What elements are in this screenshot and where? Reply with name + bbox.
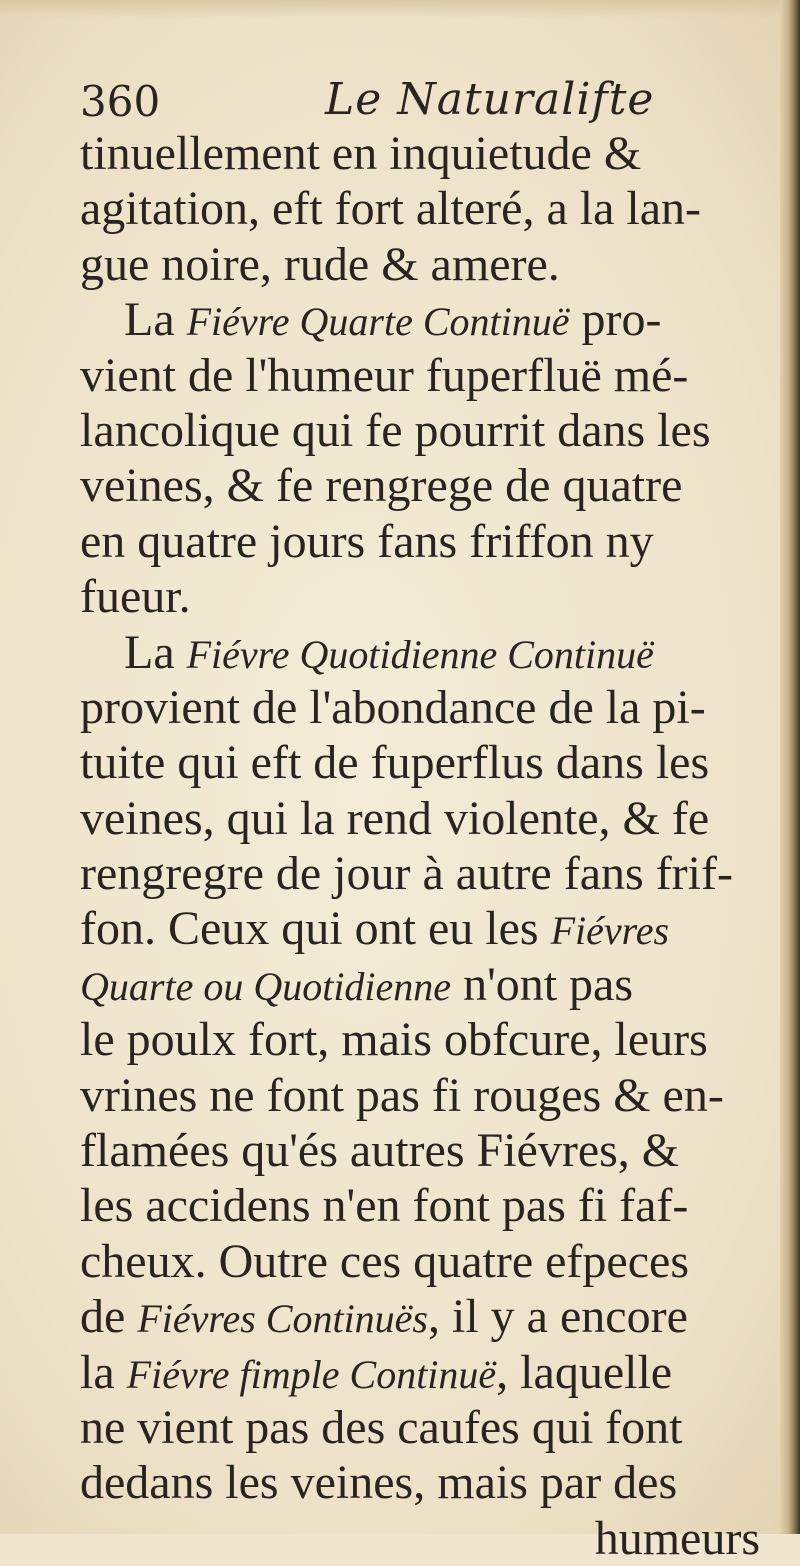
body-text	[80, 126, 760, 1566]
italic-term: Fiévre Quotidienne Continuë	[186, 631, 654, 677]
text-line: provient de l'abondance de la pi-	[80, 680, 706, 734]
paragraph-start-line	[80, 625, 760, 680]
text-span: La	[124, 625, 187, 679]
page-top-edge	[0, 0, 800, 18]
page-number: 360	[80, 77, 161, 126]
catchword: humeurs	[594, 1511, 760, 1565]
text-line	[80, 957, 760, 1012]
text-line: tinuellement en inquietude &	[80, 127, 642, 180]
text-line: cheux. Outre ces quatre efpeces	[80, 1234, 689, 1288]
text-span: La	[124, 293, 187, 347]
text-span: pro-	[569, 293, 662, 347]
text-span: la	[80, 1345, 127, 1399]
page-gutter-edge	[780, 0, 800, 1534]
paragraph-start-line	[80, 292, 760, 347]
italic-term: Fiévre Quarte Continuë	[186, 299, 570, 345]
text-span: , il y a encore	[428, 1290, 688, 1344]
text-line: vient de l'humeur fuperfluë mé-	[80, 348, 689, 402]
italic-term: Fiévres Continuës	[137, 1296, 428, 1342]
text-line: le poulx fort, mais obfcure, leurs	[80, 1013, 708, 1067]
text-line	[80, 901, 760, 956]
text-line	[80, 1345, 760, 1400]
italic-term: Quarte ou Quotidienne	[80, 963, 452, 1009]
text-line: vrines ne font pas fi rouges & en-	[80, 1068, 724, 1122]
text-line: agitation, eft fort alteré, a la lan-	[80, 182, 702, 236]
text-span: , laquelle	[496, 1345, 673, 1399]
page-header	[80, 68, 760, 132]
text-line: veines, & fe rengrege de quatre	[80, 459, 683, 513]
text-line: fueur.	[80, 570, 191, 624]
italic-term: Fiévres	[550, 908, 670, 954]
italic-term: Fiévre fimple Continuë	[126, 1351, 497, 1397]
text-line: tuite qui eft de fuperflus dans les	[80, 736, 710, 790]
text-line: en quatre jours fans friffon ny	[80, 514, 654, 568]
text-line: lancolique qui fe pourrit dans les	[80, 403, 711, 457]
text-line: flamées qu'és autres Fiévres, &	[80, 1124, 680, 1178]
text-line: dedans les veines, mais par des	[80, 1456, 678, 1510]
text-line	[80, 1289, 760, 1344]
text-span: fon. Ceux qui ont eu les	[80, 902, 551, 956]
text-line: ne vient pas des caufes qui font	[80, 1400, 683, 1454]
text-span: n'ont pas	[451, 957, 634, 1011]
text-span: de	[80, 1290, 138, 1344]
running-title: Le Naturalifte	[325, 74, 655, 125]
text-line: gue noire, rude & amere.	[80, 237, 560, 291]
text-line: les accidens n'en font pas fi faf-	[80, 1179, 689, 1233]
text-line: rengregre de jour à autre fans frif-	[80, 847, 733, 901]
text-line: veines, qui la rend violente, & fe	[80, 791, 710, 845]
